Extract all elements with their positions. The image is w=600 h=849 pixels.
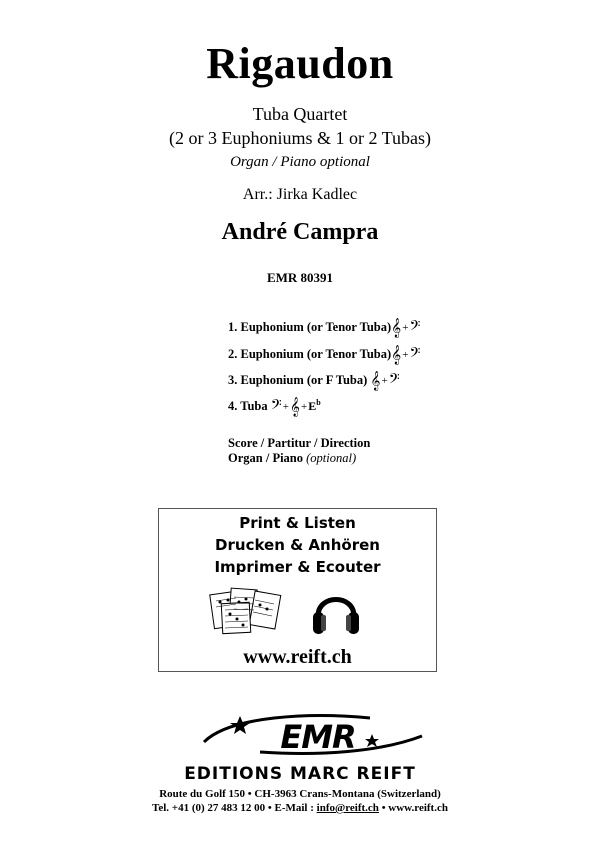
- organ-line: Organ / Piano (optional): [228, 451, 357, 465]
- part-list-item: 4. Tuba $𝄢+𝄞+E^b$: [228, 397, 321, 417]
- logo-text: EMR: [280, 718, 356, 756]
- organ-optional: (optional): [306, 451, 357, 465]
- contact-line: Tel. +41 (0) 27 483 12 00 • E-Mail : info@reift.ch • www.reift.ch: [152, 802, 448, 814]
- promo-line-en: Print & Listen: [239, 514, 356, 532]
- treble-clef-icon: 𝄞: [289, 397, 300, 417]
- part-label: 4. Tuba: [228, 399, 268, 413]
- emr-logo: [200, 712, 430, 758]
- sheet-music-icon: [208, 585, 284, 637]
- bass-clef-icon: 𝄢: [270, 397, 282, 417]
- treble-clef-icon: 𝄞: [391, 345, 402, 365]
- part-label: 2. Euphonium (or Tenor Tuba): [228, 347, 392, 361]
- bass-clef-icon: 𝄢: [409, 318, 421, 338]
- part-label: 3. Euphonium (or F Tuba): [228, 373, 368, 387]
- bass-clef-icon: 𝄢: [388, 371, 400, 391]
- subtitle: Tuba Quartet: [252, 104, 348, 124]
- instrumentation: (2 or 3 Euphoniums & 1 or 2 Tubas): [168, 128, 431, 148]
- composer: André Campra: [221, 219, 379, 245]
- part-label: 1. Euphonium (or Tenor Tuba): [228, 320, 392, 334]
- part-list-item: 3. Euphonium (or F Tuba) 𝄞+𝄢: [228, 371, 400, 391]
- e-flat-label: $E^b$: [308, 398, 321, 413]
- page-title: Rigaudon: [206, 39, 394, 88]
- publisher-name: EDITIONS MARC REIFT: [184, 764, 416, 784]
- headphones-icon: [310, 584, 362, 640]
- catalog-number: EMR 80391: [266, 270, 334, 285]
- part-list-item: 2. Euphonium (or Tenor Tuba)𝄞+𝄢: [228, 345, 421, 365]
- part-list-item: 1. Euphonium (or Tenor Tuba)𝄞+𝄢: [228, 318, 421, 338]
- address: Route du Golf 150 • CH-3963 Crans-Montana (Switzerland): [159, 788, 441, 800]
- optional-note: Organ / Piano optional: [230, 154, 370, 170]
- promo-line-de: Drucken & Anhören: [215, 536, 380, 554]
- arranger: Arr.: Jirka Kadlec: [242, 186, 358, 203]
- treble-clef-icon: 𝄞: [370, 371, 381, 391]
- bass-clef-icon: 𝄢: [409, 345, 421, 365]
- score-line: Score / Partitur / Direction: [228, 436, 371, 450]
- promo-line-fr: Imprimer & Ecouter: [214, 558, 381, 576]
- website-link[interactable]: www.reift.ch: [243, 646, 352, 668]
- email-link[interactable]: info@reift.ch: [316, 802, 379, 814]
- treble-clef-icon: 𝄞: [391, 318, 402, 338]
